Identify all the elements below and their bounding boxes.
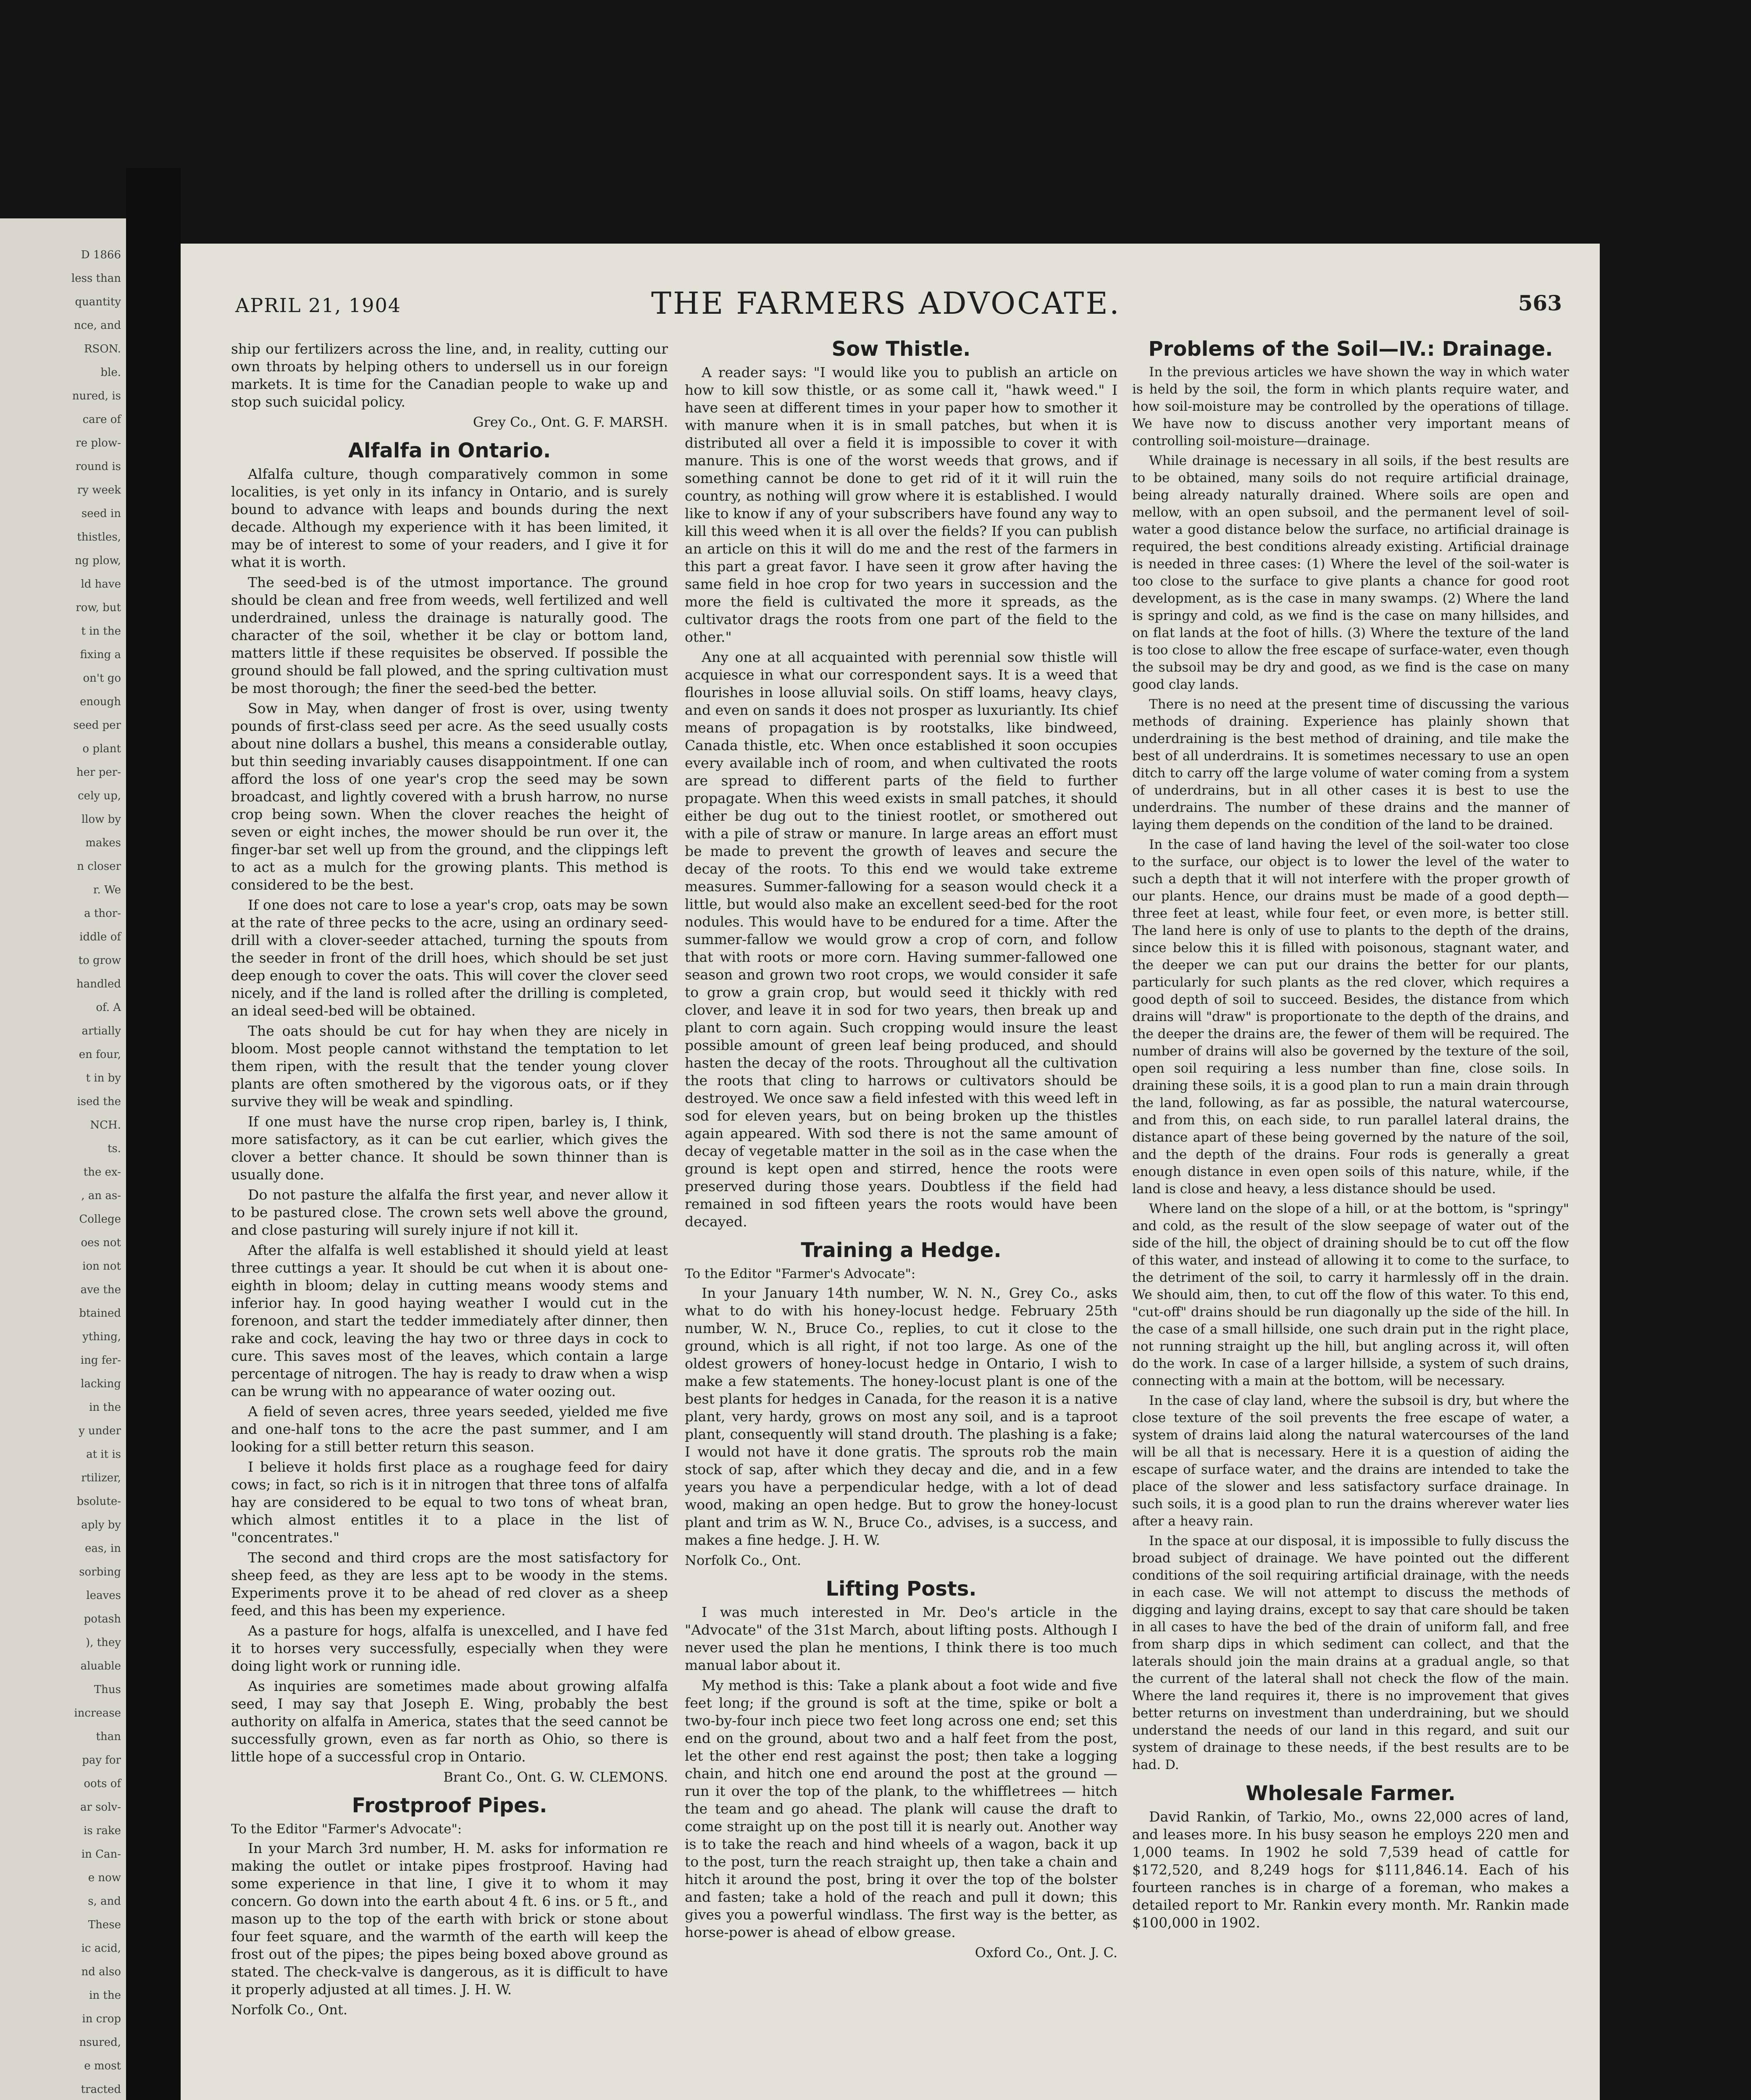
facing-page-text-fragment: ), they xyxy=(86,1636,121,1649)
paragraph: While drainage is necessary in all soils, if the best results are to be obtained, many soils do not require artificial drainage, being already naturally drained. Where soils are open and mellow, with an open subsoil, and the permanent level of soil-water a good distance below the surface, no artificial drainage is required, the best conditions already existing. Artificial drainage is needed in three cases: (1) Where the level of the soil-water is too close to the surface to give plants a chance for good root development, as is the case in many swamps. (2) Where the land is springy and cold, as we find is the case on many hillsides, and on flat lands at the foot of hills. (3) Where the texture of the land is too close to allow the free escape of surface-water, even though the subsoil may be dry and good, as we find is the case on many good clay lands. xyxy=(1132,453,1569,692)
article-body-lifting-posts xyxy=(685,1604,1117,1941)
facing-page-text-fragment: seed in xyxy=(81,507,121,520)
facing-page-text-fragment: ng plow, xyxy=(75,554,121,567)
paragraph: I was much interested in Mr. Deo's article in the "Advocate" of the 31st March, about lifting posts. Although I never used the plan he mentions, I think there is too much manual labor about it. xyxy=(685,1604,1117,1673)
paragraph: The second and third crops are the most satisfactory for sheep feed, as they are less apt to be woody in the stems. Experiments prove it to be ahead of red clover as a sheep feed, and this has been my experience. xyxy=(231,1549,668,1619)
facing-page-text-fragment: nd also xyxy=(81,1966,121,1978)
facing-page-text-fragment: re plow- xyxy=(76,437,121,449)
facing-page-text-fragment: ry week xyxy=(77,484,121,496)
facing-page-text-fragment: sorbing xyxy=(79,1566,121,1578)
facing-page-text-fragment: less than xyxy=(71,272,121,285)
paragraph: In the case of land having the level of the soil-water too close to the surface, our object is to lower the level of the water to such a depth that it will not interfere with the proper growth of our plants. Hence, our drains must be made of a good depth—three feet at least, while four feet, or even more, is better still. The land here is only of use to plants to the depth of the drains, since below this it is filled with poisonous, stagnant water, and the deeper we can put our drains the better for our plants, particularly for such plants as the red clover, which requires a good depth of soil to succeed. Besides, the distance from which drains will "draw" is proportionate to the depth of the drains, and the deeper the drains are, the fewer of them will be required. The number of drains will also be governed by the texture of the soil, open soil requiring a less number than fine, close soils. In draining these soils, it is a good plan to run a main drain through the land, following, as far as possible, the natural watercourse, and from this, on each side, to run parallel lateral drains, the distance apart of these being governed by the nature of the soil, and the depth of the drains. Four rods is generally a great enough distance in even open soils of this nature, while, if the land is close and heavy, a less distance should be used. xyxy=(1132,837,1569,1197)
facing-page-text-fragment: These xyxy=(88,1919,121,1931)
facing-page-text-fragment: , an as- xyxy=(81,1189,121,1202)
facing-page-text-fragment: of. A xyxy=(96,1001,121,1014)
facing-page-text-fragment: oots of xyxy=(84,1777,121,1790)
opening-paragraph: ship our fertilizers across the line, and, in reality, cutting our own throats by helping others to undersell us in our foreign markets. It is time for the Canadian people to wake up and stop such suicidal policy. xyxy=(231,341,668,410)
facing-page-text-fragment: artially xyxy=(82,1025,121,1037)
facing-page-text-fragment: n closer xyxy=(77,860,121,873)
paragraph: I believe it holds first place as a roughage feed for dairy cows; in fact, so rich is it in nitrogen that three tons of alfalfa hay are considered to be equal to two tons of wheat bran, which almost entitles it to a place in the list of "concentrates." xyxy=(231,1459,668,1546)
facing-page-text-fragment: RSON. xyxy=(84,343,121,355)
facing-page-text-fragment: e most xyxy=(84,2060,121,2072)
facing-page-text-fragment: in the xyxy=(89,1989,121,2002)
facing-page-text-fragment: iddle of xyxy=(79,931,121,943)
facing-page-text-fragment: ld have xyxy=(81,578,121,591)
facing-page-text-fragment: round is xyxy=(75,460,121,473)
facing-page-text-fragment: t in the xyxy=(81,625,121,638)
article-body-soil xyxy=(1132,364,1569,1774)
article-body-frostproof xyxy=(231,1840,668,1998)
paragraph: If one must have the nurse crop ripen, barley is, I think, more satisfactory, as it can be cut earlier, which gives the clover a better chance. It should be sown thinner than is usually done. xyxy=(231,1113,668,1183)
article-body-alfalfa xyxy=(231,465,668,1766)
column-3 xyxy=(1132,337,1569,1934)
facing-page-text-fragment: oes not xyxy=(81,1236,121,1249)
paragraph: In the case of clay land, where the subsoil is dry, but where the close texture of the soil prevents the free escape of water, a system of drains laid along the natural watercourses of the land will be all that is necessary. Here it is a question of aiding the escape of surface water, and the drains are intended to take the place of the slower and less satisfactory surface drainage. In such soils, it is a good plan to run the drains wherever water lies after a heavy rain. xyxy=(1132,1393,1569,1529)
facing-page-text-fragment: in crop xyxy=(82,2013,121,2025)
facing-page-text-fragment: s, and xyxy=(88,1895,121,1908)
paragraph: In your March 3rd number, H. M. asks for information re making the outlet or intake pipes frostproof. Having had some experience in that line, I give it to whom it may concern. Go down into the earth about 4 ft. 6 ins. or 5 ft., and mason up to the top of the earth with brick or stone about four feet square, and the warmth of the earth will keep the frost out of the pipes; the pipes being boxed above ground as stated. The check-valve is dangerous, as it is difficult to have it properly adjusted at all times. J. H. W. xyxy=(231,1840,668,1998)
facing-page-text-fragment: in the xyxy=(89,1401,121,1414)
article-signature-hedge: Norfolk Co., Ont. xyxy=(685,1552,802,1568)
masthead-title: THE FARMERS ADVOCATE. xyxy=(651,286,1121,321)
article-title-soil: Problems of the Soil—IV.: Drainage. xyxy=(1148,337,1553,361)
paragraph: Sow in May, when danger of frost is over, using twenty pounds of first-class seed per acre. As the seed usually costs about nine dollars a bushel, this means a considerable outlay, but thin seeding invariably causes disappointment. If one can afford the loss of one year's crop the seed may be sown broadcast, and lightly covered with a brush harrow, no nurse crop being sown. When the clover reaches the height of seven or eight inches, the mower should be run over it, the finger-bar set well up from the ground, and the clippings left to act as a mulch for the growing plants. This method is considered to be the best. xyxy=(231,700,668,893)
binding-gutter xyxy=(126,168,181,2100)
facing-page-text-fragment: thistles, xyxy=(77,531,121,543)
facing-page-text-fragment: Thus xyxy=(94,1683,121,1696)
facing-page-text-fragment: lacking xyxy=(81,1378,121,1390)
paragraph: A reader says: "I would like you to publish an article on how to kill sow thistle, or as some call it, "hawk weed." I have seen at different times in your paper how to smother it with manure when it is in small patches, but when it is distributed all over a field it is impossible to cover it with manure. This is one of the worst weeds that grows, and if something cannot be done to get rid of it it will ruin the country, as nothing will grow where it is established. I would like to know if any of your subscribers have found any way to kill this weed when it is all over the fields? If you can publish an article on this it will do me and the rest of the farmers in this part a great favor. I have seen it grow after having the same field in hoe crop for two years in succession and the more the field is cultivated the more it spreads, as the cultivator drags the roots from one part of the field to the other." xyxy=(685,364,1117,645)
paragraph: As inquiries are sometimes made about growing alfalfa seed, I may say that Joseph E. Wing, probably the best authority on alfalfa in America, states that the seed cannot be successfully grown, even as far north as Ohio, so there is little hope of a successful crop in Ontario. xyxy=(231,1678,668,1765)
facing-page-text-fragment: ave the xyxy=(80,1284,121,1296)
editor-salutation: To the Editor "Farmer's Advocate": xyxy=(231,1822,462,1837)
facing-page-edge xyxy=(0,218,126,2100)
facing-page-text-fragment: e now xyxy=(88,1872,121,1884)
article-signature-lifting-posts: Oxford Co., Ont. J. C. xyxy=(975,1945,1117,1961)
facing-page-text-fragment: at it is xyxy=(86,1448,121,1461)
paragraph: In your January 14th number, W. N. N., Grey Co., asks what to do with his honey-locust hedge. February 25th number, W. N., Bruce Co., replies, to cut it close to the ground, which is all right, if not too large. As one of the oldest growers of honey-locust hedge in Ontario, I wish to make a few statements. The honey-locust plant is one of the best plants for hedges in Canada, for the reason it is a native plant, very hardy, grows on most any soil, and is a taproot plant, consequently will stand drouth. The plashing is a fake; I would not have it done gratis. The sprouts rob the main stock of sap, after which they decay and die, and in a few years you have a perpendicular hedge, with a lot of dead wood, making an open hedge. But to grow the honey-locust plant and trim as W. N., Bruce Co., advises, is a success, and makes a fine hedge. J. H. W. xyxy=(685,1285,1117,1548)
paragraph: In the space at our disposal, it is impossible to fully discuss the broad subject of drainage. We have pointed out the different conditions of the soil requiring artificial drainage, with the needs in each case. We will not attempt to discuss the methods of digging and laying drains, except to say that care should be taken in all cases to have the bed of the drain of uniform fall, and free from sharp dips in which sediment can collect, and that the laterals should join the main drains at a gradual angle, so that the current of the lateral shall not check the flow of the main. Where the land requires it, there is no improvement that gives better returns on investment than underdraining, but we should understand the needs of our land in this regard, and suit our system of drainage to these needs, if the best results are to be had. D. xyxy=(1132,1533,1569,1772)
facing-page-text-fragment: eas, in xyxy=(85,1542,121,1555)
facing-page-text-fragment: ything, xyxy=(82,1331,121,1343)
facing-page-text-fragment: enough xyxy=(80,696,121,708)
facing-page-text-fragment: nsured, xyxy=(79,2036,121,2049)
facing-page-text-fragment: care of xyxy=(82,413,121,426)
facing-page-text-fragment: is rake xyxy=(84,1824,121,1837)
facing-page-text-fragment: leaves xyxy=(86,1589,121,1602)
article-title-alfalfa: Alfalfa in Ontario. xyxy=(348,439,551,462)
paragraph: If one does not care to lose a year's crop, oats may be sown at the rate of three pecks to the acre, using an ordinary seed-drill with a clover-seeder attached, turning the spouts from the seeder in front of the drill hoes, which should be set just deep enough to cover the oats. This will cover the clover seed nicely, and if the land is rolled after the drilling is completed, an ideal seed-bed will be obtained. xyxy=(231,897,668,1019)
facing-page-text-fragment: bsolute- xyxy=(76,1495,121,1508)
editor-salutation: To the Editor "Farmer's Advocate": xyxy=(685,1266,916,1281)
facing-page-text-fragment: nce, and xyxy=(74,319,121,332)
article-title-sow-thistle: Sow Thistle. xyxy=(831,337,971,361)
facing-page-text-fragment: on't go xyxy=(83,672,121,685)
article-body-hedge xyxy=(685,1284,1117,1549)
facing-page-text-fragment: College xyxy=(79,1213,121,1226)
article-title-wholesale-farmer: Wholesale Farmer. xyxy=(1246,1782,1456,1805)
facing-page-text-fragment: ar solv- xyxy=(80,1801,121,1814)
paragraph: As a pasture for hogs, alfalfa is unexcelled, and I have fed it to horses very successfully, especially when they were doing light work or running idle. xyxy=(231,1622,668,1674)
facing-page-text-fragment: ised the xyxy=(77,1095,121,1108)
paragraph: There is no need at the present time of discussing the various methods of draining. Experience has plainly shown that underdraining is the best method of draining, and tile make the best of all underdrains. It is sometimes necessary to use an open ditch to carry off the large volume of water coming from a system of underdrains, but in all other cases it is best to use the underdrains. The number of these drains and the manner of laying them depends on the condition of the land to be drained. xyxy=(1132,697,1569,832)
facing-page-text-fragment: pay for xyxy=(82,1754,121,1767)
paragraph: Alfalfa culture, though comparatively common in some localities, is yet only in its infancy in Ontario, and is surely bound to advance with leaps and bounds during the next decade. Although my experience with it has been limited, it may be of interest to some of your readers, and I give it for what it is worth. xyxy=(231,466,668,570)
facing-page-text-fragment: potash xyxy=(84,1613,121,1625)
facing-page-text-fragment: seed per xyxy=(73,719,121,732)
facing-page-text-fragment: ic acid, xyxy=(81,1942,121,1955)
article-title-lifting-posts: Lifting Posts. xyxy=(826,1577,977,1601)
facing-page-text-fragment: makes xyxy=(85,837,121,849)
facing-page-text-fragment: ble. xyxy=(100,366,121,379)
article-signature-frostproof: Norfolk Co., Ont. xyxy=(231,2002,348,2018)
facing-page-text-fragment: ts. xyxy=(107,1142,121,1155)
paragraph: In the previous articles we have shown the way in which water is held by the soil, the form in which plants require water, and how soil-moisture may be controlled by the operations of tillage. We have now to discuss another very important means of controlling soil-moisture—drainage. xyxy=(1132,365,1569,449)
facing-page-text-fragment: aluable xyxy=(80,1660,121,1672)
facing-page-text-fragment: ing fer- xyxy=(80,1354,121,1367)
article-title-frostproof: Frostproof Pipes. xyxy=(352,1794,547,1817)
facing-page-text-fragment: handled xyxy=(76,978,121,990)
facing-page-text-fragment: fixing a xyxy=(80,648,121,661)
article-title-hedge: Training a Hedge. xyxy=(801,1239,1002,1262)
article-body-wholesale-farmer xyxy=(1132,1808,1569,1932)
facing-page-text-fragment: btained xyxy=(79,1307,121,1320)
facing-page-text-fragment: her per- xyxy=(76,766,121,779)
facing-page-text-fragment: quantity xyxy=(75,296,121,308)
issue-date: APRIL 21, 1904 xyxy=(235,294,401,317)
article-body-sow-thistle xyxy=(685,364,1117,1231)
paragraph: A field of seven acres, three years seeded, yielded me five and one-half tons to the acre the past summer, and I am looking for a still better return this season. xyxy=(231,1403,668,1455)
facing-page-text-fragment: to grow xyxy=(78,954,121,967)
paragraph: Do not pasture the alfalfa the first year, and never allow it to be pastured close. The crown sets well above the ground, and close pasturing will surely injure if not kill it. xyxy=(231,1186,668,1238)
paragraph: My method is this: Take a plank about a foot wide and five feet long; if the ground is soft at the time, spike or bolt a two-by-four inch piece two feet long across one end; set this end on the ground, about two and a half feet from the post, let the other end rest against the post; then take a logging chain, and hitch one end around the post at the ground — run it over the top of the plank, to the whiffletrees — hitch the team and go ahead. The plank will cause the draft to come straight up on the post till it is nearly out. Another way is to take the reach and hind wheels of a wagon, back it up to the post, turn the reach straight up, then take a chain and hitch it around the post, bring it over the top of the bolster and fasten; take a hold of the reach and pull it down; this gives you a powerful windlass. The first way is the better, as horse-power is ahead of elbow grease. xyxy=(685,1677,1117,1940)
facing-page-text-fragment: t in by xyxy=(86,1072,121,1084)
facing-page-text-fragment: a thor- xyxy=(84,907,121,920)
facing-page-text-fragment: D 1866 xyxy=(81,249,121,261)
facing-page-text-fragment: aply by xyxy=(81,1519,121,1531)
article-signature-alfalfa: Brant Co., Ont. G. W. CLEMONS. xyxy=(443,1769,668,1785)
facing-page-text-fragment: rtilizer, xyxy=(81,1472,121,1484)
facing-page-text-fragment: r. We xyxy=(93,884,121,896)
facing-page-text-fragment: cely up, xyxy=(78,790,121,802)
facing-page-text-fragment: in Can- xyxy=(81,1848,121,1861)
facing-page-text-fragment: o plant xyxy=(82,743,121,755)
newspaper-page xyxy=(181,244,1600,2100)
facing-page-text-fragment: tracted xyxy=(81,2083,121,2096)
facing-page-text-fragment: nured, is xyxy=(72,390,121,402)
facing-page-text-fragment: y under xyxy=(79,1425,121,1437)
facing-page-text-fragment: than xyxy=(96,1730,121,1743)
paragraph: Any one at all acquainted with perennial sow thistle will acquiesce in what our correspondent says. It is a weed that flourishes in loose alluvial soils. On stiff loams, heavy clays, and even on sands it does not prosper as luxuriantly. Its chief means of propagation is by rootstalks, like bindweed, Canada thistle, etc. When once established it soon occupies every available inch of room, and when cultivated the roots are spread to different parts of the field to further propagate. When this weed exists in small patches, it should either be dug out to the tiniest rootlet, or smothered out with a pile of straw or manure. In large areas an effort must be made to prevent the growth of leaves and secure the decay of the roots. To this end we would take extreme measures. Summer-fallowing for a season would check it a little, but would also make an excellent seed-bed for the root nodules. This would have to be endured for a time. After the summer-fallow we would grow a crop of corn, and follow that with roots or more corn. Having summer-fallowed one season and grown two root crops, we would consider it safe to grow a grain crop, but would seed it thickly with red clover, and leave it in sod for two years, then break up and plant to corn again. Such cropping would insure the least possible amount of green leaf being produced, and should hasten the decay of the roots. Throughout all the cultivation the roots that cling to harrows or cultivators should be destroyed. We once saw a field infested with this weed left in sod for eleven years, but on being broken up the thistles again appeared. With sod there is not the same amount of decay of vegetable matter in the soil as in the case when the ground is kept open and stirred, hence the roots were preserved during those years. Doubtless if the field had remained in sod fifteen years the roots would have been decayed. xyxy=(685,649,1117,1230)
facing-page-text-fragment: the ex- xyxy=(83,1166,121,1179)
paragraph: Where land on the slope of a hill, or at the bottom, is "springy" and cold, as the result of the slow seepage of water out of the side of the hill, the object of draining should be to cut off the flow of this water, and instead of allowing it to come to the surface, to the detriment of the soil, to carry it harmlessly off in the drain. We should aim, then, to cut off the flow of this water. To this end, "cut-off" drains should be run diagonally up the side of the hill. In the case of a small hillside, one such drain put in the right place, not running straight up the hill, but angling across it, will often do the work. In case of a larger hillside, a system of such drains, connecting with a main at the bottom, will be necessary. xyxy=(1132,1201,1569,1389)
facing-page-text-fragment: en four, xyxy=(79,1048,121,1061)
facing-page-text-fragment: ion not xyxy=(82,1260,121,1273)
page-number: 563 xyxy=(1518,291,1562,315)
facing-page-text-fragment: increase xyxy=(74,1707,121,1719)
column-2 xyxy=(685,337,1117,1966)
facing-page-text-fragment: llow by xyxy=(81,813,121,826)
paragraph: The oats should be cut for hay when they are nicely in bloom. Most people cannot withstand the temptation to let them ripen, with the result that the tender young clover plants are often smothered by the vigorous oats, or if they survive they will be weak and spindling. xyxy=(231,1023,668,1110)
facing-page-text-fragment: row, but xyxy=(76,601,121,614)
facing-page-text-fragment: NCH. xyxy=(90,1119,121,1131)
opening-signature: Grey Co., Ont. G. F. MARSH. xyxy=(473,414,668,430)
column-1 xyxy=(231,340,668,2023)
paragraph: David Rankin, of Tarkio, Mo., owns 22,000 acres of land, and leases more. In his busy season he employs 220 men and 1,000 teams. In 1902 he sold 7,539 head of cattle for $172,520, and 8,249 hogs for $111,846.14. Each of his fourteen ranches is in charge of a foreman, who makes a detailed report to Mr. Rankin every month. Mr. Rankin made $100,000 in 1902. xyxy=(1132,1809,1569,1931)
paragraph: The seed-bed is of the utmost importance. The ground should be clean and free from weeds, well fertilized and well underdrained, unless the drainage is naturally good. The character of the soil, whether it be clay or bottom land, matters little if these requisites be observed. If possible the ground should be fall plowed, and the spring cultivation must be most thorough; the finer the seed-bed the better. xyxy=(231,574,668,696)
paragraph: After the alfalfa is well established it should yield at least three cuttings a year. It should be cut when it is about one-eighth in bloom; delay in cutting means woody stems and inferior hay. In good haying weather I would cut in the forenoon, and start the tedder immediately after dinner, then rake and cock, leaving the hay two or three days in cock to cure. This saves most of the leaves, which contain a large percentage of nitrogen. The hay is ready to draw when a wisp can be wrung with no appearance of water oozing out. xyxy=(231,1242,668,1399)
